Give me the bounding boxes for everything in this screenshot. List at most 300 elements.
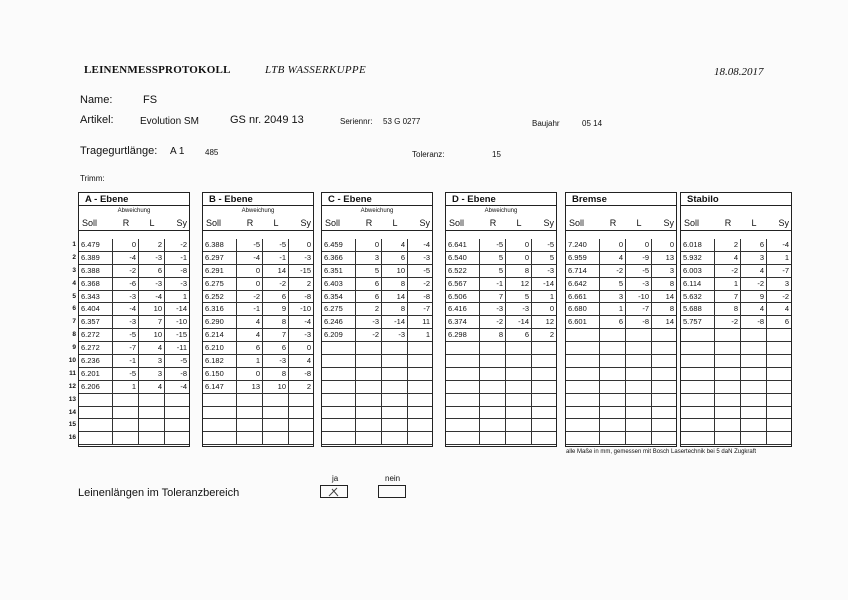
l-cell: 0 [506, 252, 532, 264]
r-cell: -4 [113, 303, 139, 315]
table-row [446, 278, 556, 291]
r-cell: 5 [480, 252, 506, 264]
soll-cell: 6.272 [79, 342, 113, 354]
r-cell: 3 [600, 291, 626, 303]
soll-cell [681, 394, 715, 406]
sy-cell: -1 [180, 252, 187, 262]
column-header-soll: Soll [449, 218, 465, 228]
table-row [681, 419, 791, 432]
sy-cell: -5 [180, 356, 187, 366]
soll-cell [681, 432, 715, 444]
table-row [203, 432, 313, 445]
r-cell: 6 [356, 291, 382, 303]
sy-cell: -4 [423, 240, 430, 249]
r-cell: 2 [356, 303, 382, 315]
soll-cell: 6.714 [566, 265, 600, 277]
r-cell: -4 [237, 252, 263, 264]
r-cell [113, 407, 139, 419]
sy-cell [408, 394, 432, 406]
abweichung-label: Abweichung [241, 208, 275, 214]
r-cell [715, 419, 741, 431]
table-row [566, 368, 676, 381]
table-row [446, 394, 556, 407]
trimm-label: Trimm: [80, 174, 105, 183]
table-row [79, 329, 189, 342]
soll-cell [681, 342, 715, 354]
sy-cell: 0 [306, 343, 311, 353]
table-row [322, 342, 432, 355]
soll-cell [79, 407, 113, 419]
soll-cell: 6.298 [446, 329, 480, 341]
r-cell: -1 [237, 303, 263, 315]
r-cell: -2 [113, 265, 139, 277]
r-cell: -3 [356, 316, 382, 328]
sy-cell [289, 394, 313, 406]
sy-cell: -14 [176, 304, 187, 314]
r-cell [480, 368, 506, 380]
r-cell: 0 [356, 239, 382, 251]
sy-cell: -10 [176, 317, 187, 327]
column-header-sy: Sy [543, 218, 554, 228]
sy-cell [652, 407, 676, 419]
soll-cell: 6.290 [203, 316, 237, 328]
soll-cell: 6.351 [322, 265, 356, 277]
l-cell: -9 [626, 252, 652, 264]
table-row [681, 368, 791, 381]
sy-cell: 1 [549, 291, 554, 301]
soll-cell [681, 368, 715, 380]
r-cell [480, 342, 506, 354]
r-cell [600, 368, 626, 380]
table-row [681, 407, 791, 420]
soll-cell: 6.388 [79, 265, 113, 277]
sy-cell: -3 [304, 252, 311, 262]
r-cell: 5 [600, 278, 626, 290]
sy-cell: -2 [180, 240, 187, 249]
r-cell: 4 [715, 252, 741, 264]
r-cell: -5 [237, 239, 263, 251]
tragegurt-label: Tragegurtlänge: [80, 145, 158, 157]
l-cell: 6 [263, 342, 289, 354]
sy-cell: 0 [669, 240, 674, 249]
table-row [566, 278, 676, 291]
sy-cell [767, 407, 791, 419]
table-row [322, 394, 432, 407]
soll-cell [203, 432, 237, 444]
sy-cell [652, 432, 676, 444]
sy-cell: 13 [665, 252, 674, 262]
soll-cell: 6.366 [322, 252, 356, 264]
block-0 [78, 192, 190, 447]
l-cell [741, 381, 767, 393]
sy-cell: -2 [423, 278, 430, 288]
table-row [322, 355, 432, 368]
table-row [322, 239, 432, 252]
row-number: 13 [68, 395, 76, 403]
soll-cell [446, 355, 480, 367]
l-cell: -8 [741, 316, 767, 328]
table-row [681, 355, 791, 368]
table-row [79, 355, 189, 368]
l-cell [741, 394, 767, 406]
soll-cell: 6.316 [203, 303, 237, 315]
table-row [446, 252, 556, 265]
soll-cell [203, 407, 237, 419]
r-cell: -2 [237, 291, 263, 303]
soll-cell [566, 432, 600, 444]
l-cell: 14 [382, 291, 408, 303]
sy-cell: -3 [423, 252, 430, 262]
table-row [566, 342, 676, 355]
soll-cell [566, 329, 600, 341]
soll-cell: 6.272 [79, 329, 113, 341]
l-cell [382, 355, 408, 367]
l-cell: 6 [382, 252, 408, 264]
l-cell [139, 432, 165, 444]
r-cell: 6 [356, 278, 382, 290]
column-headers [446, 216, 556, 231]
soll-cell: 6.416 [446, 303, 480, 315]
table-row [322, 265, 432, 278]
r-cell [600, 432, 626, 444]
soll-cell [79, 394, 113, 406]
table-row [566, 265, 676, 278]
l-cell: -3 [263, 355, 289, 367]
check-mark-icon [321, 486, 347, 497]
table-row [566, 432, 676, 445]
l-cell [506, 355, 532, 367]
l-cell: 3 [139, 355, 165, 367]
abweichung-label: Abweichung [360, 208, 394, 214]
column-header-l: L [516, 218, 522, 228]
soll-cell: 6.206 [79, 381, 113, 393]
block-title: D - Ebene [446, 193, 556, 206]
l-cell [506, 368, 532, 380]
soll-cell: 6.368 [79, 278, 113, 290]
r-cell: -5 [480, 239, 506, 251]
l-cell [741, 355, 767, 367]
r-cell: 6 [600, 316, 626, 328]
sy-cell [408, 355, 432, 367]
document-date: 18.08.2017 [714, 66, 764, 78]
l-cell: 6 [741, 239, 767, 251]
column-header-sy: Sy [419, 218, 430, 228]
r-cell [600, 394, 626, 406]
table-row [203, 316, 313, 329]
r-cell [600, 342, 626, 354]
soll-cell [681, 407, 715, 419]
table-row [79, 342, 189, 355]
soll-cell [681, 419, 715, 431]
sy-cell [767, 394, 791, 406]
table-row [446, 368, 556, 381]
table-row [79, 368, 189, 381]
table-row [566, 407, 676, 420]
l-cell [626, 419, 652, 431]
r-cell: -2 [715, 265, 741, 277]
table-row [681, 278, 791, 291]
sy-cell [165, 419, 189, 431]
soll-cell [566, 407, 600, 419]
table-row [79, 265, 189, 278]
r-cell [356, 419, 382, 431]
l-cell: 4 [741, 303, 767, 315]
r-cell: 4 [237, 316, 263, 328]
soll-cell: 5.632 [681, 291, 715, 303]
r-cell [480, 432, 506, 444]
row-number: 14 [68, 408, 76, 416]
sy-cell [532, 394, 556, 406]
r-cell: 5 [480, 265, 506, 277]
soll-cell: 6.018 [681, 239, 715, 251]
l-cell: -2 [263, 278, 289, 290]
soll-cell: 6.506 [446, 291, 480, 303]
measurement-grid [566, 239, 676, 445]
gs-value: 2049 13 [264, 114, 304, 126]
table-row [322, 368, 432, 381]
r-cell: 6 [237, 342, 263, 354]
r-cell: 2 [715, 239, 741, 251]
table-row [446, 419, 556, 432]
l-cell: 10 [382, 265, 408, 277]
column-header-l: L [273, 218, 279, 228]
l-cell: -2 [741, 278, 767, 290]
soll-cell: 6.114 [681, 278, 715, 290]
sy-cell: 14 [665, 317, 674, 327]
l-cell [626, 432, 652, 444]
block-2 [321, 192, 433, 447]
table-row [681, 394, 791, 407]
table-row [203, 303, 313, 316]
sy-cell: -2 [782, 291, 789, 301]
sy-cell [767, 355, 791, 367]
table-row [566, 329, 676, 342]
sy-cell [408, 342, 432, 354]
sy-cell [652, 368, 676, 380]
r-cell [356, 342, 382, 354]
l-cell: 10 [139, 303, 165, 315]
row-number: 11 [69, 369, 76, 377]
sy-cell: -8 [304, 368, 311, 378]
r-cell: -7 [113, 342, 139, 354]
table-row [203, 342, 313, 355]
column-headers [681, 216, 791, 231]
l-cell [741, 329, 767, 341]
l-cell: -5 [263, 239, 289, 251]
r-cell: 3 [356, 252, 382, 264]
l-cell [263, 407, 289, 419]
sy-cell: 1 [182, 291, 187, 301]
soll-cell [681, 355, 715, 367]
sy-cell: 1 [425, 330, 430, 340]
sy-cell: -15 [176, 330, 187, 340]
soll-cell [446, 381, 480, 393]
block-3 [445, 192, 557, 447]
r-cell: 0 [237, 278, 263, 290]
r-cell [356, 432, 382, 444]
document-title: LEINENMESSPROTOKOLL [84, 64, 231, 76]
l-cell: -3 [382, 329, 408, 341]
soll-cell: 6.275 [203, 278, 237, 290]
table-row [203, 278, 313, 291]
l-cell: -3 [139, 278, 165, 290]
block-title: B - Ebene [203, 193, 313, 206]
abweichung-label: Abweichung [117, 208, 151, 214]
row-numbers [62, 239, 76, 445]
column-headers [566, 216, 676, 231]
artikel-label: Artikel: [80, 114, 114, 126]
table-row [322, 303, 432, 316]
r-cell [237, 407, 263, 419]
r-cell [356, 355, 382, 367]
l-cell: 3 [741, 252, 767, 264]
row-number: 1 [72, 241, 76, 248]
r-cell [600, 381, 626, 393]
column-header-r: R [246, 218, 254, 228]
r-cell [237, 394, 263, 406]
l-cell [139, 407, 165, 419]
sy-cell: -7 [423, 304, 430, 314]
ja-checkbox[interactable] [320, 485, 348, 498]
r-cell [600, 329, 626, 341]
table-row [322, 419, 432, 432]
l-cell [626, 355, 652, 367]
table-row [79, 316, 189, 329]
l-cell: 10 [263, 381, 289, 393]
table-row [203, 252, 313, 265]
column-header-l: L [392, 218, 398, 228]
r-cell [715, 368, 741, 380]
column-header-l: L [636, 218, 642, 228]
soll-cell: 6.150 [203, 368, 237, 380]
l-cell: 12 [506, 278, 532, 290]
block-title: C - Ebene [322, 193, 432, 206]
sy-cell [652, 419, 676, 431]
column-header-soll: Soll [325, 218, 341, 228]
sy-cell [767, 329, 791, 341]
gs-label: GS nr. [230, 114, 262, 126]
table-row [566, 381, 676, 394]
column-header-l: L [149, 218, 155, 228]
sy-cell: 8 [669, 304, 674, 314]
table-row [203, 407, 313, 420]
l-cell [382, 432, 408, 444]
sy-cell: -8 [180, 368, 187, 378]
soll-cell [681, 381, 715, 393]
sy-cell: -4 [180, 381, 187, 391]
column-headers [79, 216, 189, 231]
r-cell: -5 [113, 329, 139, 341]
ja-label: ja [332, 474, 339, 483]
r-cell [113, 394, 139, 406]
l-cell [626, 329, 652, 341]
r-cell: 1 [600, 303, 626, 315]
table-row [79, 278, 189, 291]
l-cell: 8 [263, 316, 289, 328]
r-cell: -2 [600, 265, 626, 277]
table-row [446, 239, 556, 252]
r-cell [600, 419, 626, 431]
l-cell: -4 [139, 291, 165, 303]
r-cell: 0 [237, 265, 263, 277]
soll-cell: 7.240 [566, 239, 600, 251]
soll-cell [446, 342, 480, 354]
column-header-soll: Soll [82, 218, 98, 228]
soll-cell: 6.642 [566, 278, 600, 290]
sy-cell: 0 [549, 304, 554, 314]
table-row [203, 368, 313, 381]
table-row [203, 239, 313, 252]
soll-cell: 6.522 [446, 265, 480, 277]
soll-cell: 6.275 [322, 303, 356, 315]
table-row [203, 381, 313, 394]
soll-cell: 6.959 [566, 252, 600, 264]
soll-cell: 6.388 [203, 239, 237, 251]
soll-cell [322, 355, 356, 367]
sy-cell: 2 [549, 330, 554, 340]
r-cell: 0 [237, 368, 263, 380]
l-cell: 3 [139, 368, 165, 380]
r-cell: -1 [113, 355, 139, 367]
sy-cell [408, 368, 432, 380]
sy-cell: -8 [180, 265, 187, 275]
r-cell: 0 [600, 239, 626, 251]
table-row [203, 291, 313, 304]
table-row [681, 265, 791, 278]
r-cell: 8 [715, 303, 741, 315]
l-cell [263, 419, 289, 431]
abweichung-label [681, 206, 791, 216]
soll-cell: 6.459 [322, 239, 356, 251]
nein-checkbox[interactable] [378, 485, 406, 498]
l-cell: -3 [139, 252, 165, 264]
r-cell: 4 [600, 252, 626, 264]
r-cell: -3 [113, 316, 139, 328]
l-cell: -5 [626, 265, 652, 277]
column-header-r: R [609, 218, 617, 228]
sy-cell: 2 [306, 278, 311, 288]
sy-cell: -10 [300, 304, 311, 314]
sy-cell [767, 368, 791, 380]
l-cell: 14 [263, 265, 289, 277]
l-cell: -7 [626, 303, 652, 315]
sy-cell [408, 407, 432, 419]
soll-cell [203, 394, 237, 406]
soll-cell: 6.374 [446, 316, 480, 328]
sy-cell: -5 [547, 240, 554, 249]
r-cell: -2 [356, 329, 382, 341]
column-header-sy: Sy [778, 218, 789, 228]
sy-cell: 3 [669, 265, 674, 275]
l-cell [263, 432, 289, 444]
r-cell [356, 381, 382, 393]
r-cell [237, 432, 263, 444]
l-cell [382, 407, 408, 419]
column-header-soll: Soll [206, 218, 222, 228]
r-cell [113, 419, 139, 431]
abweichung-label [566, 206, 676, 216]
sy-cell: -5 [423, 265, 430, 275]
l-cell [382, 368, 408, 380]
sy-cell: 8 [669, 278, 674, 288]
l-cell [139, 394, 165, 406]
l-cell [506, 381, 532, 393]
table-row [681, 316, 791, 329]
table-row [566, 239, 676, 252]
table-row [203, 265, 313, 278]
soll-cell: 5.688 [681, 303, 715, 315]
sy-cell [652, 381, 676, 393]
